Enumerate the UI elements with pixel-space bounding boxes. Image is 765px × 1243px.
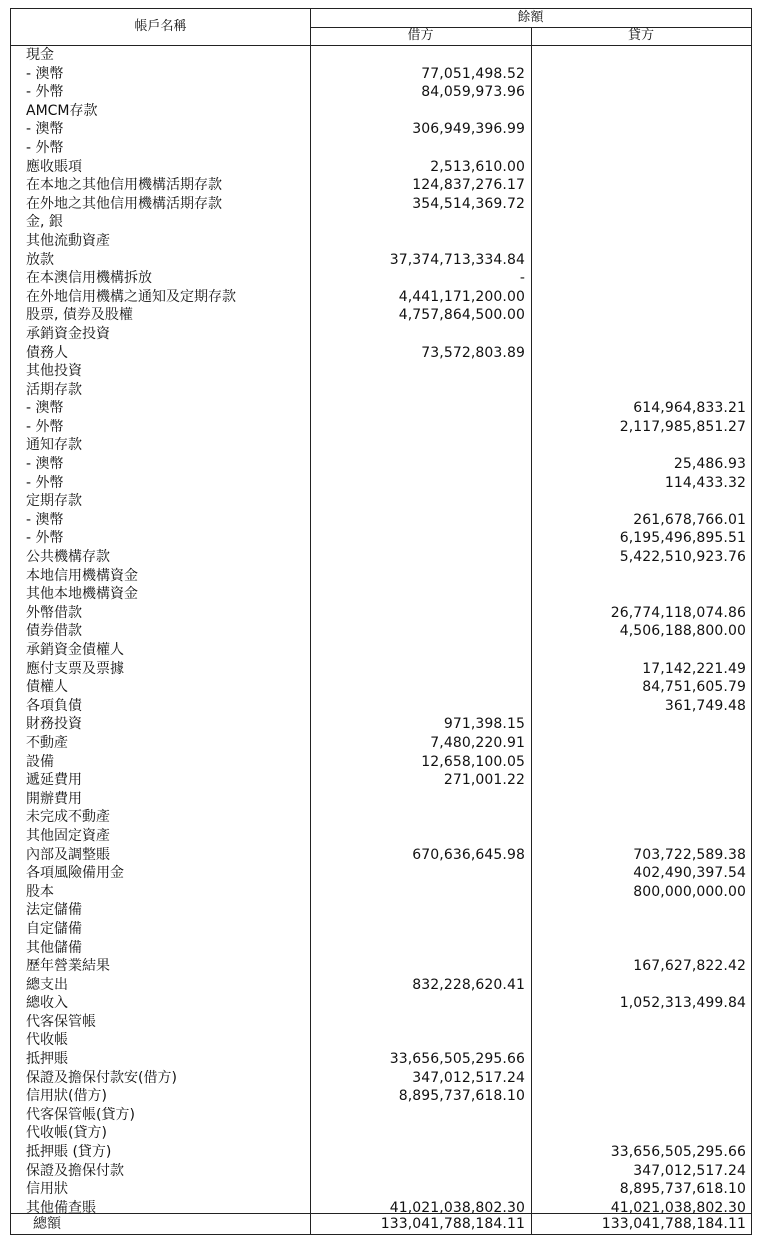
account-name-cell: 信用狀(借方): [26, 1088, 107, 1105]
credit-cell: 703,722,589.38: [633, 846, 746, 863]
account-name-cell: 定期存款: [26, 493, 82, 510]
table-row: [11, 622, 751, 641]
table-row: [11, 883, 751, 902]
table-row: [11, 1087, 751, 1106]
table-row: [11, 660, 751, 679]
debit-cell: 971,398.15: [443, 716, 525, 733]
table-row: [11, 1162, 751, 1181]
account-name-cell: 債務人: [26, 344, 68, 361]
table-row: [11, 176, 751, 195]
table-row: [11, 232, 751, 251]
account-name-cell: 代收帳(貸方): [26, 1125, 107, 1142]
table-row: [11, 344, 751, 363]
header-balance: 餘額: [517, 10, 544, 25]
credit-cell: 25,486.93: [673, 456, 746, 473]
account-name-cell: 其他儲備: [26, 939, 82, 956]
table-row: [11, 1013, 751, 1032]
account-name-cell: 股本: [26, 883, 54, 900]
trial-balance-table: [10, 8, 752, 1235]
table-row: [11, 678, 751, 697]
table-row: [11, 548, 751, 567]
account-name-cell: 承銷資金債權人: [26, 642, 124, 658]
account-rows: [11, 46, 751, 1217]
table-row: [11, 827, 751, 846]
account-name-cell: 其他流動資產: [26, 232, 110, 249]
table-row: [11, 994, 751, 1013]
account-name-cell: 其他備查賬: [26, 1199, 96, 1216]
table-row: [11, 1069, 751, 1088]
account-name-cell: 代收帳: [26, 1032, 68, 1049]
table-row: [11, 529, 751, 548]
debit-cell: -: [519, 270, 525, 287]
account-name-cell: 債權人: [26, 679, 68, 696]
table-row: [11, 1180, 751, 1199]
account-name-cell: 遞延費用: [26, 772, 82, 789]
account-name-cell: - 澳幣: [26, 65, 64, 82]
table-row: [11, 65, 751, 84]
debit-cell: 7,480,220.91: [430, 734, 525, 751]
debit-cell: 8,895,737,618.10: [398, 1088, 525, 1105]
account-name-cell: 放款: [26, 251, 54, 268]
credit-cell: 114,433.32: [664, 474, 746, 491]
account-name-cell: 不動產: [26, 734, 68, 751]
credit-cell: 84,751,605.79: [642, 679, 746, 696]
table-row: [11, 158, 751, 177]
table-row: [11, 771, 751, 790]
table-row: [11, 83, 751, 102]
account-name-cell: 總收入: [26, 995, 68, 1012]
account-name-cell: 在外地之其他信用機構活期存款: [26, 195, 222, 212]
credit-cell: 167,627,822.42: [633, 958, 746, 975]
table-row: [11, 901, 751, 920]
table-row: [11, 1031, 751, 1050]
account-name-cell: - 澳幣: [26, 456, 64, 473]
debit-cell: 37,374,713,334.84: [389, 251, 525, 268]
table-row: [11, 734, 751, 753]
table-row: [11, 976, 751, 995]
debit-cell: 4,757,864,500.00: [398, 307, 525, 324]
table-row: [11, 362, 751, 381]
account-name-cell: 法定儲備: [26, 902, 82, 919]
account-name-cell: 本地信用機構資金: [26, 567, 138, 584]
debit-cell: 124,837,276.17: [412, 177, 525, 194]
table-row: [11, 306, 751, 325]
table-row: [11, 864, 751, 883]
debit-cell: 12,658,100.05: [421, 753, 525, 770]
account-name-cell: 應收賬項: [26, 158, 82, 175]
table-row: [11, 808, 751, 827]
account-name-cell: 開辦費用: [26, 790, 82, 807]
account-name-cell: 保證及擔保付款安(借方): [26, 1069, 177, 1086]
credit-cell: 4,506,188,800.00: [619, 623, 746, 640]
table-row: [11, 1050, 751, 1069]
account-name-cell: 活期存款: [26, 381, 82, 398]
debit-cell: 73,572,803.89: [421, 344, 525, 361]
total-credit: 133,041,788,184.11: [601, 1216, 746, 1232]
debit-cell: 2,513,610.00: [430, 158, 525, 175]
table-row: [11, 697, 751, 716]
debit-cell: 41,021,038,802.30: [389, 1199, 525, 1216]
credit-cell: 41,021,038,802.30: [610, 1199, 746, 1216]
credit-cell: 8,895,737,618.10: [619, 1181, 746, 1198]
table-row: [11, 585, 751, 604]
table-row: [11, 474, 751, 493]
credit-cell: 26,774,118,074.86: [610, 604, 746, 621]
account-name-cell: 未完成不動產: [26, 809, 110, 826]
account-name-cell: 金, 銀: [26, 214, 63, 231]
account-name-cell: 自定儲備: [26, 920, 82, 937]
table-row: [11, 1143, 751, 1162]
table-row: [11, 846, 751, 865]
debit-cell: 77,051,498.52: [421, 65, 525, 82]
account-name-cell: 在本地之其他信用機構活期存款: [26, 177, 222, 194]
credit-cell: 6,195,496,895.51: [619, 530, 746, 547]
account-name-cell: - 外幣: [26, 530, 64, 547]
account-name-cell: 總支出: [26, 976, 68, 993]
account-name-cell: 抵押賬: [26, 1051, 68, 1068]
account-name-cell: 公共機構存款: [26, 549, 110, 566]
header-credit: 貸方: [627, 28, 654, 43]
table-row: [11, 195, 751, 214]
debit-cell: 354,514,369.72: [412, 195, 525, 212]
table-row: [11, 381, 751, 400]
table-row: [11, 288, 751, 307]
table-row: [11, 455, 751, 474]
account-name-cell: 股票, 債券及股權: [26, 307, 133, 324]
account-name-cell: - 澳幣: [26, 511, 64, 528]
debit-cell: 33,656,505,295.66: [389, 1051, 525, 1068]
table-row: [11, 46, 751, 65]
account-name-cell: 在本澳信用機構拆放: [26, 270, 152, 287]
credit-cell: 1,052,313,499.84: [619, 995, 746, 1012]
debit-cell: 4,441,171,200.00: [398, 288, 525, 305]
debit-cell: 347,012,517.24: [412, 1069, 525, 1086]
table-row: [11, 957, 751, 976]
table-row: [11, 213, 751, 232]
account-name-cell: 各項風險備用金: [26, 865, 124, 882]
account-name-cell: 債券借款: [26, 623, 82, 640]
account-name-cell: 其他本地機構資金: [26, 586, 138, 603]
account-name-cell: 代客保管帳: [26, 1013, 96, 1030]
debit-cell: 832,228,620.41: [412, 976, 525, 993]
header-account-name: 帳戶名稱: [134, 19, 187, 34]
table-row: [11, 920, 751, 939]
debit-cell: 670,636,645.98: [412, 846, 525, 863]
account-name-cell: 設備: [26, 753, 54, 770]
table-row: [11, 939, 751, 958]
account-name-cell: 內部及調整賬: [26, 846, 110, 863]
table-row: [11, 790, 751, 809]
table-row: [11, 753, 751, 772]
table-row: [11, 567, 751, 586]
debit-cell: 306,949,396.99: [412, 121, 525, 138]
account-name-cell: 保證及擔保付款: [26, 1162, 124, 1179]
account-name-cell: - 澳幣: [26, 400, 64, 417]
account-name-cell: - 外幣: [26, 418, 64, 435]
account-name-cell: - 外幣: [26, 474, 64, 491]
table-row: [11, 715, 751, 734]
credit-cell: 2,117,985,851.27: [619, 418, 746, 435]
credit-cell: 261,678,766.01: [633, 511, 746, 528]
table-row: [11, 418, 751, 437]
debit-cell: 271,001.22: [443, 772, 525, 789]
table-row: [11, 102, 751, 121]
table-row: [11, 604, 751, 623]
account-name-cell: 其他固定資產: [26, 827, 110, 844]
table-row: [11, 120, 751, 139]
table-row: [11, 436, 751, 455]
account-name-cell: 在外地信用機構之通知及定期存款: [26, 288, 236, 305]
account-name-cell: 其他投資: [26, 363, 82, 380]
credit-cell: 361,749.48: [664, 697, 746, 714]
account-name-cell: 財務投資: [26, 716, 82, 733]
account-name-cell: 承銷資金投資: [26, 325, 110, 342]
table-row: [11, 511, 751, 530]
table-row: [11, 641, 751, 660]
table-row: [11, 1124, 751, 1143]
account-name-cell: 信用狀: [26, 1181, 68, 1198]
table-row: [11, 251, 751, 270]
account-name-cell: 通知存款: [26, 437, 82, 454]
debit-cell: 84,059,973.96: [421, 84, 525, 101]
account-name-cell: AMCM存款: [26, 102, 98, 119]
table-row: [11, 1106, 751, 1125]
table-row: [11, 139, 751, 158]
table-row: [11, 269, 751, 288]
credit-cell: 33,656,505,295.66: [610, 1144, 746, 1161]
table-row: [11, 492, 751, 511]
credit-cell: 402,490,397.54: [633, 865, 746, 882]
account-name-cell: 歷年營業結果: [26, 958, 110, 975]
account-name-cell: - 外幣: [26, 139, 64, 156]
account-name-cell: 外幣借款: [26, 604, 82, 621]
total-label: 總額: [33, 1216, 61, 1232]
account-name-cell: 抵押賬 (貸方): [26, 1144, 112, 1161]
table-row: [11, 325, 751, 344]
credit-cell: 17,142,221.49: [642, 660, 746, 677]
account-name-cell: 現金: [26, 47, 54, 63]
table-row: [11, 399, 751, 418]
credit-cell: 347,012,517.24: [633, 1162, 746, 1179]
total-row: [11, 1214, 751, 1234]
account-name-cell: 應付支票及票據: [26, 660, 124, 677]
header-debit: 借方: [407, 28, 434, 43]
credit-cell: 614,964,833.21: [633, 400, 746, 417]
account-name-cell: - 外幣: [26, 84, 64, 101]
account-name-cell: 各項負債: [26, 697, 82, 714]
account-name-cell: 代客保管帳(貸方): [26, 1106, 135, 1123]
credit-cell: 800,000,000.00: [633, 883, 746, 900]
account-name-cell: - 澳幣: [26, 121, 64, 138]
total-debit: 133,041,788,184.11: [380, 1216, 525, 1232]
credit-cell: 5,422,510,923.76: [619, 549, 746, 566]
